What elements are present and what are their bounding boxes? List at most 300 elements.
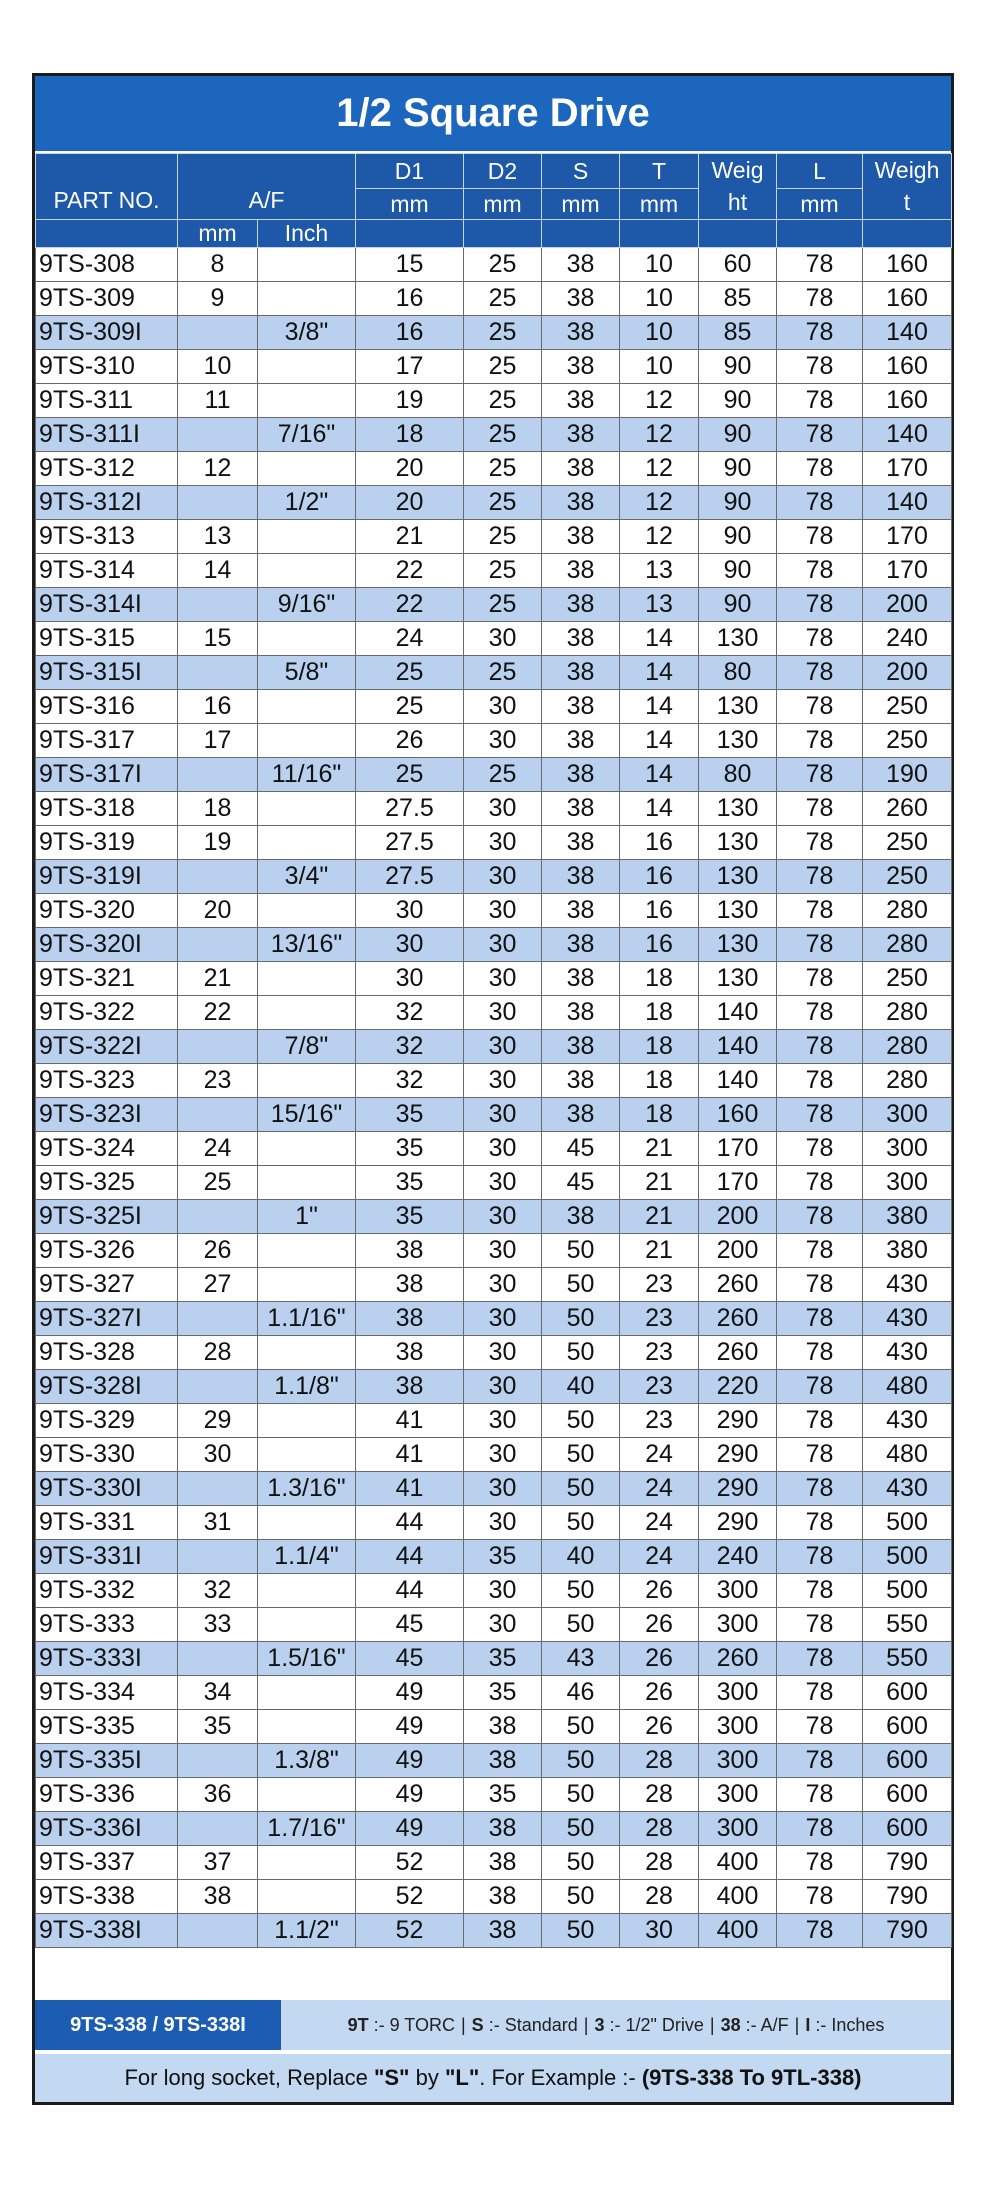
cell-d2: 38 <box>464 1914 542 1948</box>
legend-item <box>594 2015 703 2036</box>
cell-s: 38 <box>542 282 620 316</box>
cell-d2: 30 <box>464 1472 542 1506</box>
table-row <box>36 996 952 1030</box>
cell-t: 12 <box>620 418 699 452</box>
cell-w2: 140 <box>863 486 952 520</box>
cell-s: 38 <box>542 996 620 1030</box>
cell-d1: 44 <box>356 1506 464 1540</box>
cell-w1: 80 <box>699 656 777 690</box>
cell-w2: 300 <box>863 1098 952 1132</box>
cell-inch: 1.3/16" <box>258 1472 356 1506</box>
cell-t: 26 <box>620 1642 699 1676</box>
cell-inch: 5/8" <box>258 656 356 690</box>
note-from: "S" <box>373 2065 410 2090</box>
cell-mm <box>178 418 258 452</box>
legend-key: 9T <box>347 2014 369 2035</box>
cell-mm: 21 <box>178 962 258 996</box>
cell-inch <box>258 1506 356 1540</box>
cell-inch: 1.1/16" <box>258 1302 356 1336</box>
cell-d2: 30 <box>464 860 542 894</box>
cell-t: 26 <box>620 1608 699 1642</box>
cell-mm <box>178 1744 258 1778</box>
cell-s: 38 <box>542 792 620 826</box>
cell-mm: 14 <box>178 554 258 588</box>
header-s: S <box>542 154 620 189</box>
cell-inch <box>258 1710 356 1744</box>
cell-l: 78 <box>777 384 863 418</box>
cell-d2: 25 <box>464 248 542 282</box>
cell-inch <box>258 1234 356 1268</box>
cell-d1: 16 <box>356 316 464 350</box>
cell-d2: 30 <box>464 1574 542 1608</box>
cell-w1: 400 <box>699 1880 777 1914</box>
note-to: "L" <box>444 2065 480 2090</box>
table-row <box>36 1778 952 1812</box>
cell-mm <box>178 316 258 350</box>
cell-w1: 85 <box>699 316 777 350</box>
cell-d2: 30 <box>464 1506 542 1540</box>
cell-part: 9TS-315I <box>36 656 178 690</box>
legend-text: :- Inches <box>815 2014 885 2035</box>
cell-d2: 35 <box>464 1778 542 1812</box>
cell-l: 78 <box>777 1234 863 1268</box>
cell-d1: 30 <box>356 928 464 962</box>
cell-part: 9TS-325 <box>36 1166 178 1200</box>
cell-s: 50 <box>542 1608 620 1642</box>
table-row <box>36 554 952 588</box>
cell-w1: 160 <box>699 1098 777 1132</box>
table-row <box>36 1744 952 1778</box>
cell-d1: 41 <box>356 1404 464 1438</box>
cell-inch: 1.1/8" <box>258 1370 356 1404</box>
cell-t: 14 <box>620 622 699 656</box>
cell-t: 14 <box>620 724 699 758</box>
cell-d2: 30 <box>464 1030 542 1064</box>
table-row <box>36 1234 952 1268</box>
cell-w2: 200 <box>863 588 952 622</box>
cell-d1: 32 <box>356 1064 464 1098</box>
cell-s: 38 <box>542 520 620 554</box>
cell-w1: 400 <box>699 1846 777 1880</box>
cell-mm: 22 <box>178 996 258 1030</box>
legend-text: :- Standard <box>488 2014 578 2035</box>
cell-mm: 17 <box>178 724 258 758</box>
long-socket-note <box>35 2054 951 2102</box>
cell-d1: 38 <box>356 1234 464 1268</box>
cell-w2: 380 <box>863 1200 952 1234</box>
cell-w2: 170 <box>863 554 952 588</box>
cell-t: 28 <box>620 1880 699 1914</box>
cell-l: 78 <box>777 520 863 554</box>
legend-separator: | <box>460 2014 466 2035</box>
cell-t: 14 <box>620 690 699 724</box>
cell-s: 50 <box>542 1846 620 1880</box>
cell-w1: 260 <box>699 1642 777 1676</box>
cell-inch: 1" <box>258 1200 356 1234</box>
table-row <box>36 1880 952 1914</box>
table-row <box>36 1200 952 1234</box>
cell-part: 9TS-312 <box>36 452 178 486</box>
legend-separator: | <box>709 2014 715 2035</box>
cell-d1: 25 <box>356 690 464 724</box>
cell-inch <box>258 350 356 384</box>
cell-w2: 600 <box>863 1812 952 1846</box>
cell-s: 40 <box>542 1370 620 1404</box>
cell-l: 78 <box>777 656 863 690</box>
cell-t: 28 <box>620 1846 699 1880</box>
cell-t: 24 <box>620 1506 699 1540</box>
cell-t: 16 <box>620 860 699 894</box>
cell-w1: 240 <box>699 1540 777 1574</box>
cell-l: 78 <box>777 1914 863 1948</box>
cell-d1: 49 <box>356 1812 464 1846</box>
cell-d1: 30 <box>356 962 464 996</box>
table-row <box>36 622 952 656</box>
cell-part: 9TS-312I <box>36 486 178 520</box>
cell-l: 78 <box>777 1098 863 1132</box>
cell-s: 50 <box>542 1914 620 1948</box>
cell-inch: 1/2" <box>258 486 356 520</box>
cell-w2: 790 <box>863 1880 952 1914</box>
cell-s: 50 <box>542 1744 620 1778</box>
note-suffix: . For Example :- <box>479 2065 642 2090</box>
cell-w1: 90 <box>699 452 777 486</box>
table-row <box>36 962 952 996</box>
cell-d2: 30 <box>464 724 542 758</box>
cell-d1: 35 <box>356 1132 464 1166</box>
cell-s: 50 <box>542 1778 620 1812</box>
cell-inch <box>258 826 356 860</box>
cell-mm: 19 <box>178 826 258 860</box>
cell-mm: 25 <box>178 1166 258 1200</box>
cell-w2: 500 <box>863 1574 952 1608</box>
cell-d1: 35 <box>356 1166 464 1200</box>
cell-w2: 500 <box>863 1540 952 1574</box>
cell-mm <box>178 1200 258 1234</box>
cell-s: 38 <box>542 758 620 792</box>
cell-mm <box>178 1914 258 1948</box>
cell-part: 9TS-333 <box>36 1608 178 1642</box>
table-row <box>36 1642 952 1676</box>
cell-t: 21 <box>620 1200 699 1234</box>
cell-part: 9TS-315 <box>36 622 178 656</box>
cell-d1: 30 <box>356 894 464 928</box>
cell-d1: 25 <box>356 758 464 792</box>
cell-part: 9TS-335I <box>36 1744 178 1778</box>
cell-inch <box>258 1574 356 1608</box>
cell-d2: 25 <box>464 316 542 350</box>
cell-l: 78 <box>777 554 863 588</box>
cell-mm: 12 <box>178 452 258 486</box>
cell-part: 9TS-325I <box>36 1200 178 1234</box>
legend-key: 38 <box>720 2014 741 2035</box>
cell-mm <box>178 1812 258 1846</box>
cell-w1: 130 <box>699 622 777 656</box>
cell-inch <box>258 792 356 826</box>
cell-d2: 38 <box>464 1744 542 1778</box>
cell-s: 38 <box>542 554 620 588</box>
cell-part: 9TS-319 <box>36 826 178 860</box>
cell-mm: 18 <box>178 792 258 826</box>
table-row <box>36 1710 952 1744</box>
cell-w1: 260 <box>699 1268 777 1302</box>
cell-l: 78 <box>777 758 863 792</box>
cell-w1: 300 <box>699 1608 777 1642</box>
cell-part: 9TS-323 <box>36 1064 178 1098</box>
cell-t: 18 <box>620 996 699 1030</box>
cell-d2: 38 <box>464 1846 542 1880</box>
cell-w2: 260 <box>863 792 952 826</box>
cell-s: 45 <box>542 1166 620 1200</box>
cell-w1: 90 <box>699 554 777 588</box>
cell-l: 78 <box>777 1846 863 1880</box>
cell-w1: 290 <box>699 1404 777 1438</box>
cell-d2: 30 <box>464 1302 542 1336</box>
cell-mm: 11 <box>178 384 258 418</box>
spec-table-body <box>36 248 952 1948</box>
table-row <box>36 690 952 724</box>
table-row <box>36 486 952 520</box>
cell-w1: 300 <box>699 1812 777 1846</box>
cell-l: 78 <box>777 452 863 486</box>
cell-s: 38 <box>542 860 620 894</box>
legend-text: :- A/F <box>745 2014 789 2035</box>
cell-inch <box>258 1268 356 1302</box>
cell-part: 9TS-324 <box>36 1132 178 1166</box>
cell-d2: 30 <box>464 1234 542 1268</box>
table-row <box>36 282 952 316</box>
cell-d2: 30 <box>464 826 542 860</box>
cell-t: 26 <box>620 1710 699 1744</box>
cell-mm <box>178 758 258 792</box>
cell-t: 10 <box>620 248 699 282</box>
cell-t: 18 <box>620 962 699 996</box>
table-row <box>36 1676 952 1710</box>
cell-l: 78 <box>777 282 863 316</box>
cell-part: 9TS-319I <box>36 860 178 894</box>
cell-part: 9TS-327I <box>36 1302 178 1336</box>
cell-t: 14 <box>620 792 699 826</box>
cell-w1: 90 <box>699 588 777 622</box>
cell-l: 78 <box>777 1540 863 1574</box>
cell-mm <box>178 486 258 520</box>
cell-w1: 60 <box>699 248 777 282</box>
cell-t: 16 <box>620 928 699 962</box>
cell-inch <box>258 962 356 996</box>
cell-s: 50 <box>542 1506 620 1540</box>
cell-w1: 170 <box>699 1166 777 1200</box>
cell-t: 21 <box>620 1166 699 1200</box>
cell-t: 21 <box>620 1234 699 1268</box>
cell-w1: 140 <box>699 1030 777 1064</box>
cell-s: 50 <box>542 1438 620 1472</box>
cell-d1: 49 <box>356 1744 464 1778</box>
table-row <box>36 1812 952 1846</box>
cell-w2: 600 <box>863 1676 952 1710</box>
cell-w1: 80 <box>699 758 777 792</box>
header-d2-unit: mm <box>464 189 542 220</box>
cell-d1: 27.5 <box>356 826 464 860</box>
cell-w2: 280 <box>863 1064 952 1098</box>
cell-mm: 31 <box>178 1506 258 1540</box>
cell-s: 50 <box>542 1268 620 1302</box>
cell-w2: 430 <box>863 1268 952 1302</box>
cell-w1: 290 <box>699 1438 777 1472</box>
cell-s: 38 <box>542 690 620 724</box>
cell-d1: 26 <box>356 724 464 758</box>
cell-t: 12 <box>620 384 699 418</box>
cell-t: 21 <box>620 1132 699 1166</box>
cell-w1: 300 <box>699 1574 777 1608</box>
cell-mm: 38 <box>178 1880 258 1914</box>
cell-part: 9TS-330I <box>36 1472 178 1506</box>
cell-s: 38 <box>542 316 620 350</box>
cell-t: 23 <box>620 1370 699 1404</box>
cell-t: 24 <box>620 1540 699 1574</box>
cell-d2: 25 <box>464 384 542 418</box>
table-row <box>36 1370 952 1404</box>
cell-l: 78 <box>777 1472 863 1506</box>
header-blank-part <box>36 220 178 248</box>
cell-inch <box>258 1166 356 1200</box>
header-af: A/F <box>178 154 356 220</box>
cell-t: 16 <box>620 826 699 860</box>
cell-inch <box>258 724 356 758</box>
cell-l: 78 <box>777 1608 863 1642</box>
cell-w2: 790 <box>863 1914 952 1948</box>
cell-l: 78 <box>777 1438 863 1472</box>
cell-d1: 20 <box>356 486 464 520</box>
cell-d2: 30 <box>464 1404 542 1438</box>
legend-separator: | <box>583 2014 589 2035</box>
cell-d2: 25 <box>464 758 542 792</box>
cell-w2: 430 <box>863 1336 952 1370</box>
table-row <box>36 1506 952 1540</box>
cell-part: 9TS-329 <box>36 1404 178 1438</box>
cell-part: 9TS-318 <box>36 792 178 826</box>
cell-d2: 30 <box>464 962 542 996</box>
cell-w1: 220 <box>699 1370 777 1404</box>
table-row <box>36 656 952 690</box>
cell-w2: 600 <box>863 1710 952 1744</box>
cell-inch <box>258 996 356 1030</box>
cell-inch <box>258 248 356 282</box>
table-row <box>36 1030 952 1064</box>
cell-inch: 3/8" <box>258 316 356 350</box>
cell-part: 9TS-308 <box>36 248 178 282</box>
cell-l: 78 <box>777 1370 863 1404</box>
cell-l: 78 <box>777 1574 863 1608</box>
cell-l: 78 <box>777 826 863 860</box>
header-d2: D2 <box>464 154 542 189</box>
cell-mm <box>178 1302 258 1336</box>
header-t-unit: mm <box>620 189 699 220</box>
cell-s: 38 <box>542 588 620 622</box>
cell-d1: 27.5 <box>356 792 464 826</box>
cell-d1: 21 <box>356 520 464 554</box>
cell-l: 78 <box>777 1200 863 1234</box>
header-s-unit: mm <box>542 189 620 220</box>
cell-t: 23 <box>620 1404 699 1438</box>
legend-separator: | <box>794 2014 800 2035</box>
table-row <box>36 724 952 758</box>
cell-d1: 41 <box>356 1472 464 1506</box>
table-row <box>36 1302 952 1336</box>
cell-s: 38 <box>542 1098 620 1132</box>
cell-w2: 140 <box>863 316 952 350</box>
cell-mm: 28 <box>178 1336 258 1370</box>
header-row-af-units <box>36 220 952 248</box>
cell-l: 78 <box>777 486 863 520</box>
cell-w2: 250 <box>863 860 952 894</box>
legend-item <box>721 2015 789 2036</box>
cell-inch <box>258 1846 356 1880</box>
table-row <box>36 588 952 622</box>
cell-w1: 90 <box>699 486 777 520</box>
cell-part: 9TS-337 <box>36 1846 178 1880</box>
cell-s: 50 <box>542 1812 620 1846</box>
cell-mm: 9 <box>178 282 258 316</box>
cell-inch <box>258 452 356 486</box>
cell-t: 10 <box>620 316 699 350</box>
cell-d1: 45 <box>356 1642 464 1676</box>
cell-inch <box>258 894 356 928</box>
cell-d2: 25 <box>464 282 542 316</box>
cell-d2: 30 <box>464 996 542 1030</box>
page-title: 1/2 Square Drive <box>35 76 951 153</box>
cell-w2: 160 <box>863 384 952 418</box>
cell-w2: 160 <box>863 350 952 384</box>
cell-s: 50 <box>542 1302 620 1336</box>
cell-w1: 130 <box>699 724 777 758</box>
cell-t: 16 <box>620 894 699 928</box>
spec-table <box>35 153 952 1948</box>
cell-d2: 25 <box>464 350 542 384</box>
cell-d1: 44 <box>356 1574 464 1608</box>
cell-inch: 1.5/16" <box>258 1642 356 1676</box>
cell-w2: 250 <box>863 690 952 724</box>
cell-d1: 38 <box>356 1268 464 1302</box>
cell-w1: 290 <box>699 1506 777 1540</box>
cell-mm <box>178 1642 258 1676</box>
cell-d1: 52 <box>356 1846 464 1880</box>
cell-mm: 32 <box>178 1574 258 1608</box>
header-weight-1-label: Weig ht <box>711 157 764 215</box>
table-row <box>36 758 952 792</box>
cell-inch <box>258 1676 356 1710</box>
cell-inch <box>258 1438 356 1472</box>
cell-s: 38 <box>542 350 620 384</box>
cell-w1: 140 <box>699 1064 777 1098</box>
cell-l: 78 <box>777 962 863 996</box>
legend-item <box>472 2015 578 2036</box>
cell-w2: 250 <box>863 962 952 996</box>
table-row <box>36 418 952 452</box>
legend-key: S <box>471 2014 484 2035</box>
cell-part: 9TS-328 <box>36 1336 178 1370</box>
cell-t: 23 <box>620 1302 699 1336</box>
cell-s: 46 <box>542 1676 620 1710</box>
cell-s: 38 <box>542 622 620 656</box>
cell-d1: 24 <box>356 622 464 656</box>
cell-w2: 550 <box>863 1642 952 1676</box>
cell-d2: 30 <box>464 928 542 962</box>
cell-w1: 130 <box>699 860 777 894</box>
cell-mm <box>178 1472 258 1506</box>
cell-d2: 30 <box>464 1268 542 1302</box>
cell-d2: 30 <box>464 1166 542 1200</box>
cell-d1: 49 <box>356 1778 464 1812</box>
